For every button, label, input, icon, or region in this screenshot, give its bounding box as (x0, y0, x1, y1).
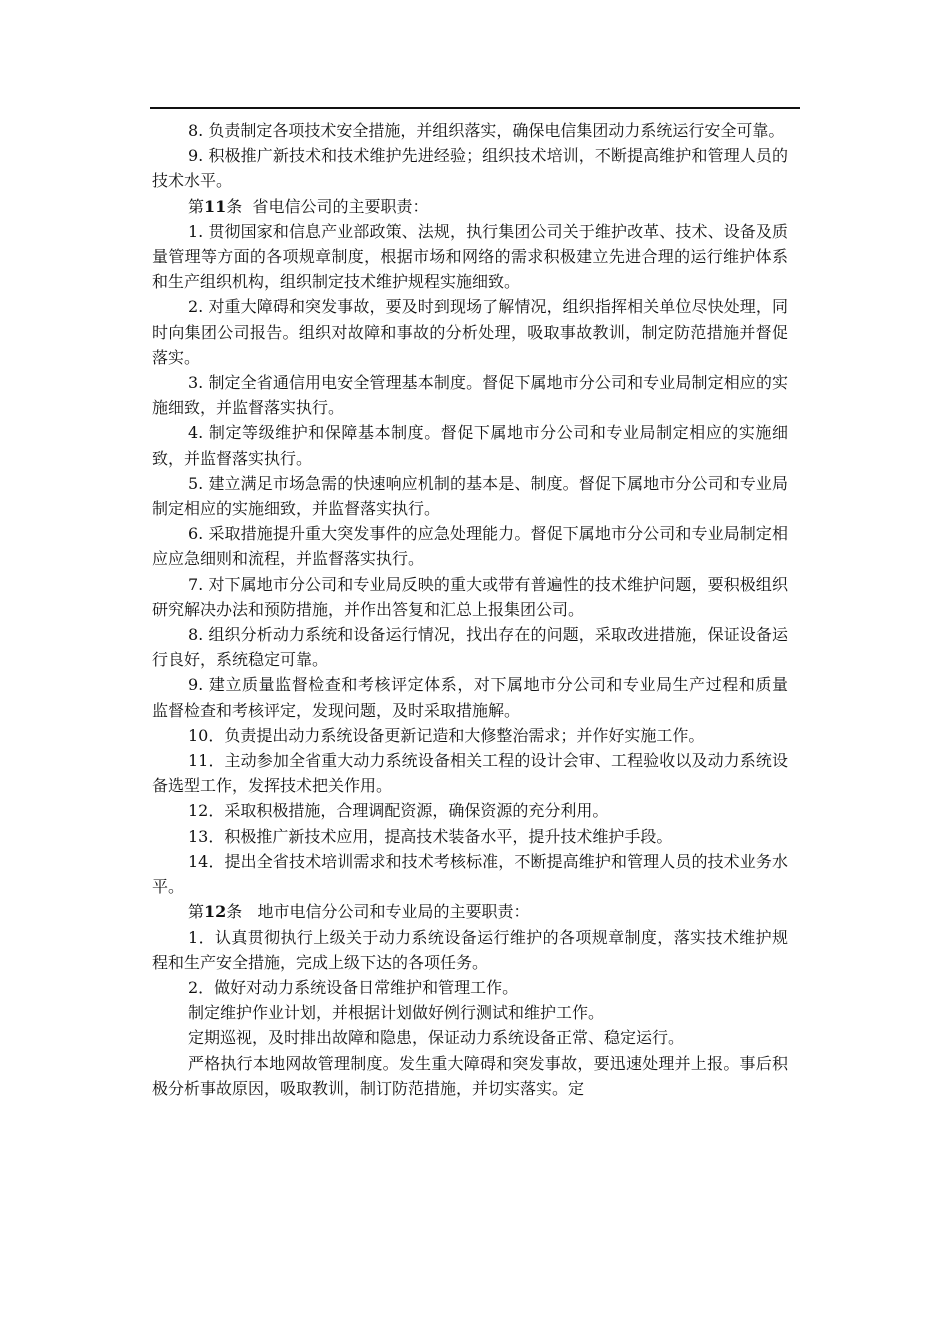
article-heading-11 (152, 194, 788, 219)
paragraph: 13．积极推广新技术应用，提高技术装备水平，提升技术维护手段。 (188, 826, 673, 846)
article-number: 11 (204, 196, 227, 216)
paragraph: 11．主动参加全省重大动力系统设备相关工程的设计会审、工程验收以及动力系统设备选型工作，发挥技术把关作用。 (152, 751, 788, 796)
document-body (152, 118, 788, 1101)
paragraph: 定期巡视，及时排出故障和隐患，保证动力系统设备正常、稳定运行。 (188, 1028, 685, 1048)
paragraph: 5. 建立满足市场急需的快速响应机制的基本是、制度。督促下属地市分公司和专业局制定相应的实施细致，并监督落实执行。 (152, 473, 788, 519)
paragraph: 10．负责提出动力系统设备更新记造和大修整治需求；并作好实施工作。 (188, 725, 705, 745)
paragraph: 6. 采取措施提升重大突发事件的应急处理能力。督促下属地市分公司和专业局制定相应应急细则和流程，并监督落实执行。 (152, 524, 788, 569)
paragraph: 9. 建立质量监督检查和考核评定体系，对下属地市分公司和专业局生产过程和质量 监督检查和考核评定，发现问题，及时采取措施解。 (152, 675, 788, 720)
header-rule (150, 107, 800, 109)
paragraph: 制定维护作业计划，并根据计划做好例行测试和维护工作。 (188, 1003, 605, 1023)
paragraph: 12．采取积极措施，合理调配资源，确保资源的充分利用。 (188, 801, 609, 821)
article-title: 条 地市电信分公司和专业局的主要职责： (226, 902, 530, 922)
paragraph: 14．提出全省技术培训需求和技术考核标准，不断提高维护和管理人员的技术业务水平。 (152, 851, 788, 897)
article-heading-12 (152, 899, 788, 924)
article-prefix: 第 (188, 196, 205, 216)
paragraph: 8. 负责制定各项技术安全措施，并组织落实，确保电信集团动力系统运行安全可靠。 (188, 121, 785, 140)
paragraph: 8. 组织分析动力系统和设备运行情况，找出存在的问题，采取改进措施，保证设备运行良好，系统稳定可靠。 (152, 625, 788, 670)
paragraph: 2．做好对动力系统设备日常维护和管理工作。 (188, 977, 519, 997)
article-number: 12 (204, 902, 227, 922)
paragraph: 4. 制定等级维护和保障基本制度。督促下属地市分公司和专业局制定相应的实施细致，并监督落实执行。 (152, 423, 788, 468)
article-title: 条 省电信公司的主要职责： (226, 196, 429, 216)
paragraph: 1. 贯彻国家和信息产业部政策、法规，执行集团公司关于维护改革、技术、设备及质量管理等方面的各项规章制度，根据市场和网络的需求积极建立先进合理的运行维护体系和生产组织机构，组织制定技术维护规程实施细致。 (152, 221, 788, 292)
paragraph: 3. 制定全省通信用电安全管理基本制度。督促下属地市分公司和专业局制定相应的实施细致，并监督落实执行。 (152, 373, 788, 418)
paragraph: 2. 对重大障碍和突发事故，要及时到现场了解情况，组织指挥相关单位尽快处理，同时向集团公司报告。组织对故障和事故的分析处理，吸取事故教训，制定防范措施并督促落实。 (152, 297, 788, 367)
paragraph: 1．认真贯彻执行上级关于动力系统设备运行维护的各项规章制度，落实技术维护规程和生产安全措施，完成上级下达的各项任务。 (152, 927, 788, 972)
article-prefix: 第 (188, 902, 205, 922)
paragraph: 严格执行本地网故管理制度。发生重大障碍和突发事故，要迅速处理并上报。事后积极分析事故原因，吸取教训，制订防范措施，并切实落实。定 (152, 1053, 788, 1098)
paragraph: 9. 积极推广新技术和技术维护先进经验；组织技术培训，不断提高维护和管理人员的技术水平。 (152, 146, 788, 191)
paragraph: 7. 对下属地市分公司和专业局反映的重大或带有普遍性的技术维护问题，要积极组织研究解决办法和预防措施，并作出答复和汇总上报集团公司。 (152, 574, 788, 619)
